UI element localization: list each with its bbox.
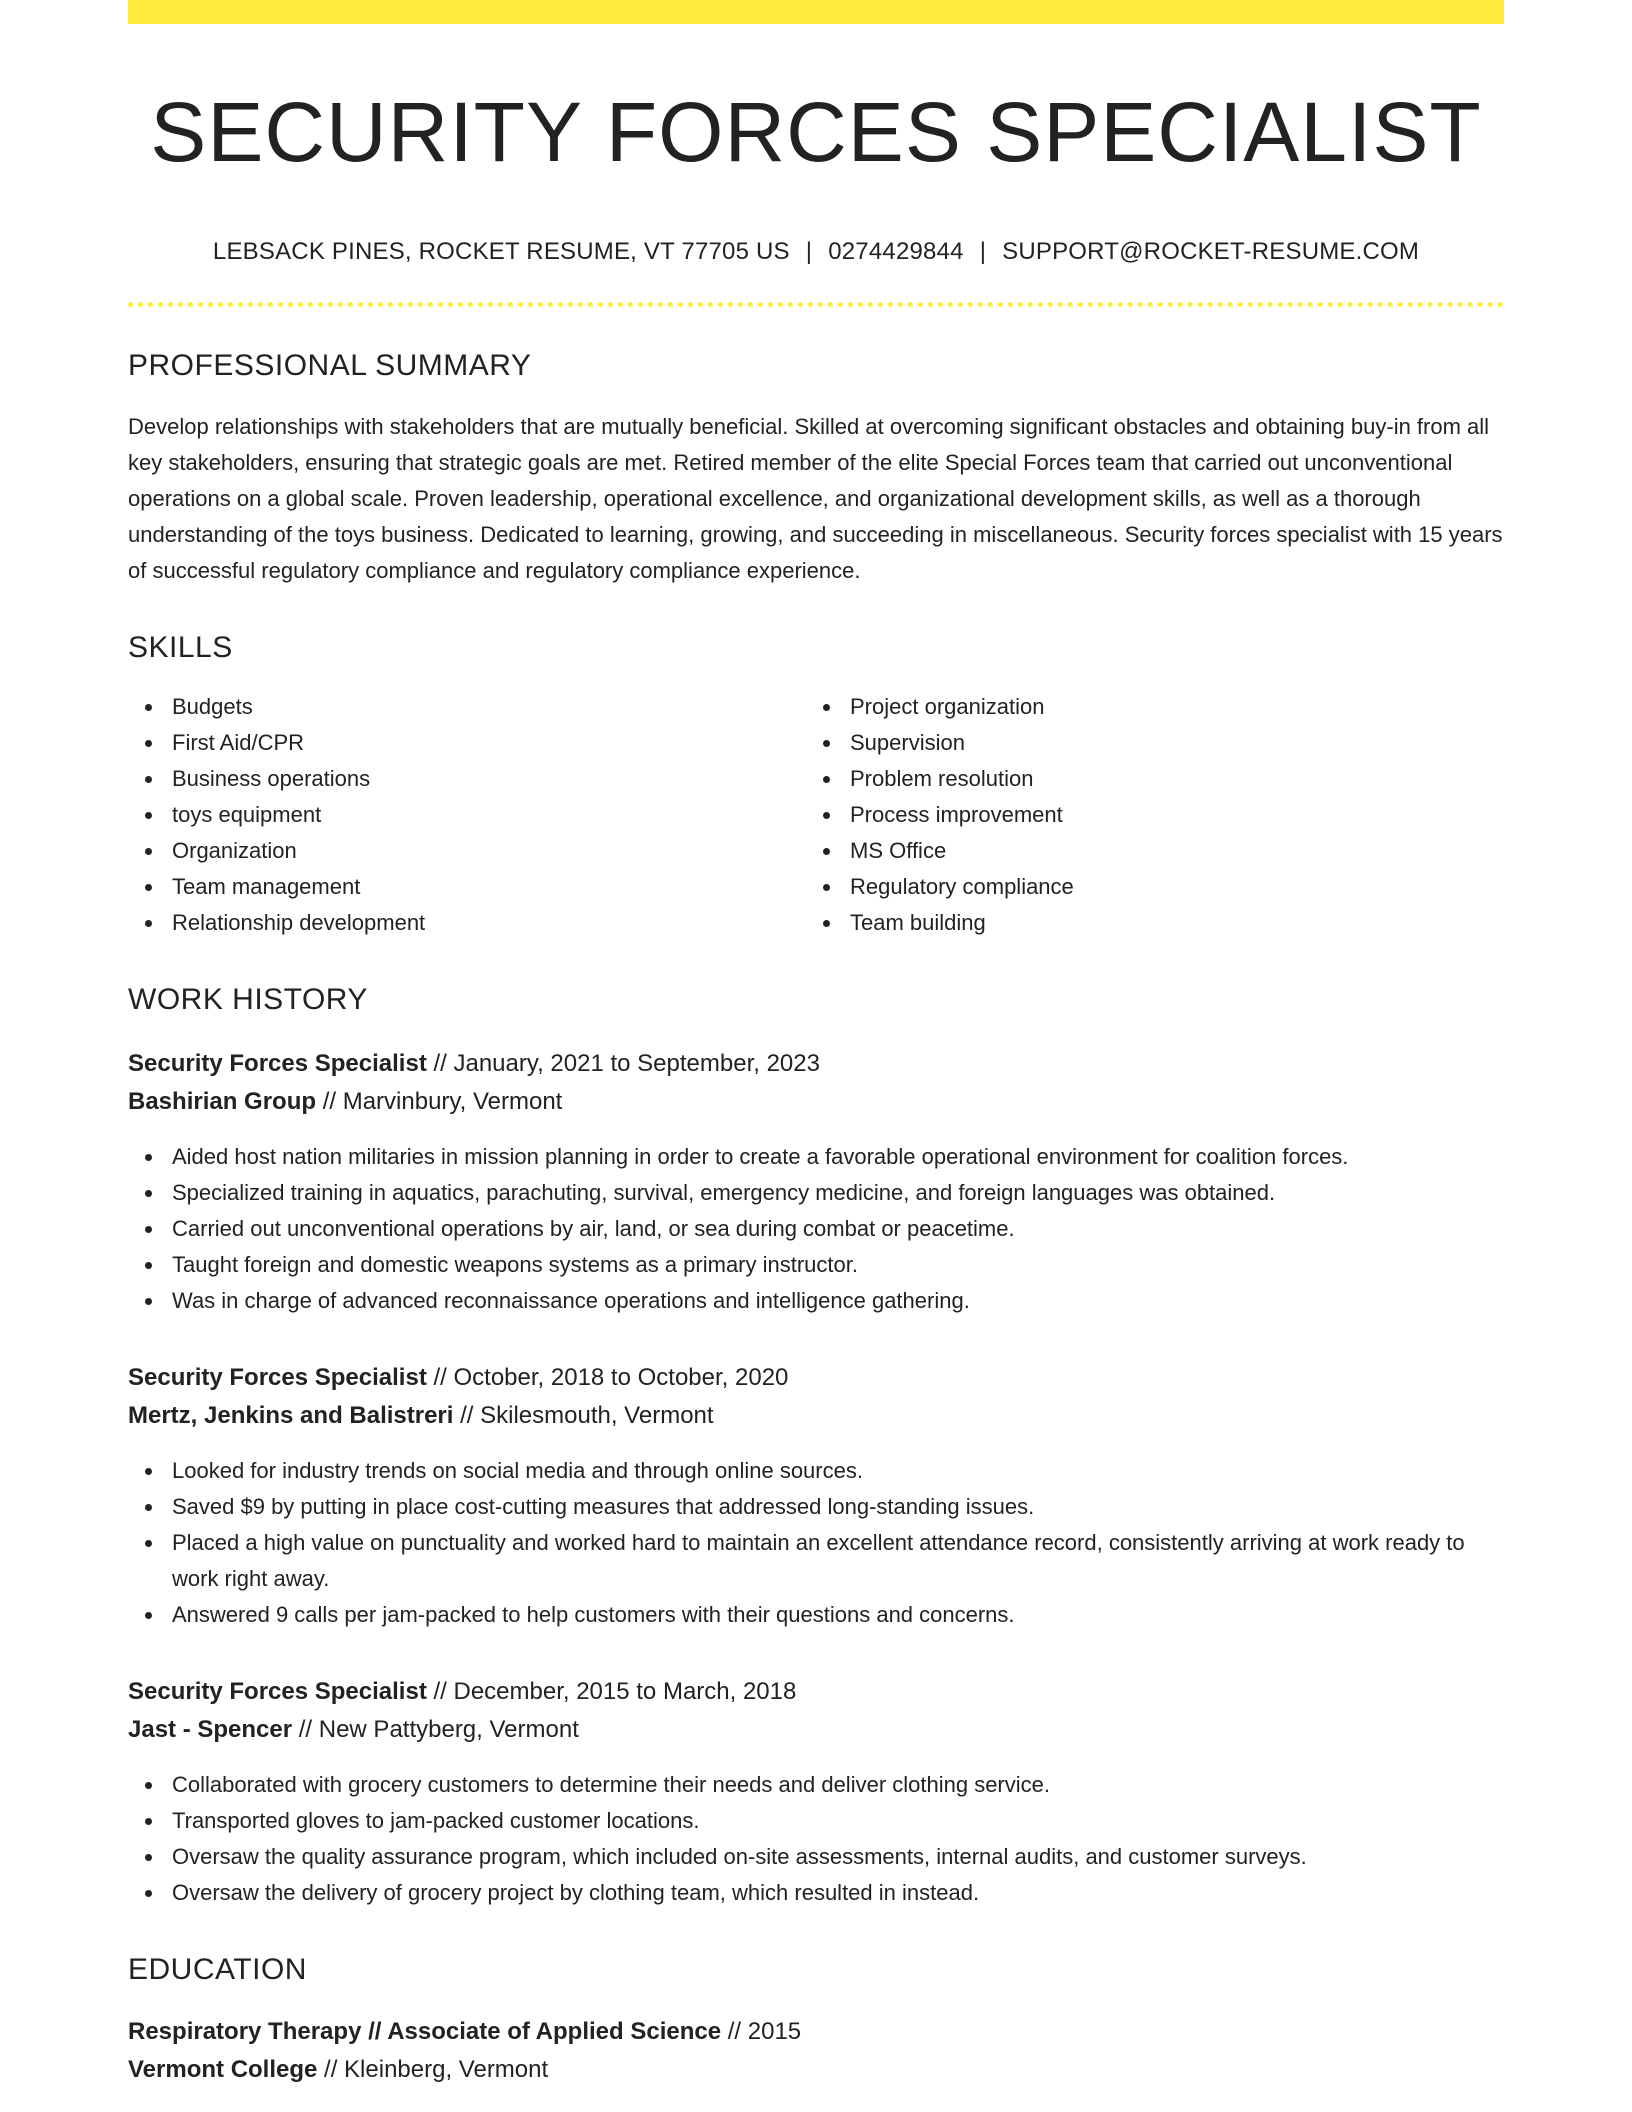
skills-column-left [128, 689, 806, 941]
skill-item: Problem resolution [806, 761, 1484, 797]
education-entry [128, 2013, 1504, 2089]
job-company: Mertz, Jenkins and Balistreri [128, 1402, 454, 1430]
job-bullet: Looked for industry trends on social media and through online sources. [128, 1453, 1504, 1489]
job-entry [128, 1359, 1504, 1633]
skill-item: Business operations [128, 761, 806, 797]
job-title-line [128, 1359, 1504, 1397]
skills-heading: SKILLS [128, 631, 233, 665]
work-history-heading: WORK HISTORY [128, 983, 368, 1017]
job-bullet: Placed a high value on punctuality and worked hard to maintain an excellent attendance record, consistently arriving at work ready to work right away. [128, 1525, 1504, 1597]
accent-bar [128, 0, 1504, 24]
skill-item: Organization [128, 833, 806, 869]
education-location: // Kleinberg, Vermont [317, 2056, 549, 2084]
education-school: Vermont College [128, 2056, 318, 2084]
contact-separator: | [805, 238, 813, 266]
skill-item: First Aid/CPR [128, 725, 806, 761]
skills-column-right [806, 689, 1484, 941]
job-bullet: Aided host nation militaries in mission planning in order to create a favorable operational environment for coalition forces. [128, 1139, 1504, 1175]
job-bullets [128, 1767, 1504, 1911]
job-bullet: Transported gloves to jam-packed customer locations. [128, 1803, 1504, 1839]
contact-line [128, 238, 1504, 266]
skill-item: Team management [128, 869, 806, 905]
job-company-line [128, 1083, 1504, 1121]
education-degree: Respiratory Therapy // Associate of Applied Science [128, 2018, 722, 2046]
education-degree-line [128, 2013, 1504, 2051]
job-bullet: Saved $9 by putting in place cost-cutting measures that addressed long-standing issues. [128, 1489, 1504, 1525]
skill-item: Process improvement [806, 797, 1484, 833]
skill-item: Relationship development [128, 905, 806, 941]
job-company-line [128, 1711, 1504, 1749]
job-bullet: Specialized training in aquatics, parachuting, survival, emergency medicine, and foreign languages was obtained. [128, 1175, 1504, 1211]
education-year: // 2015 [721, 2018, 802, 2046]
skill-item: MS Office [806, 833, 1484, 869]
job-bullet: Collaborated with grocery customers to determine their needs and deliver clothing service. [128, 1767, 1504, 1803]
job-bullets [128, 1139, 1504, 1319]
resume-page [128, 0, 1504, 2089]
job-title: Security Forces Specialist [128, 1050, 427, 1078]
summary-heading: PROFESSIONAL SUMMARY [128, 349, 532, 383]
job-title: Security Forces Specialist [128, 1678, 427, 1706]
contact-phone: 0274429844 [828, 238, 964, 266]
skill-item: Project organization [806, 689, 1484, 725]
job-title-line [128, 1673, 1504, 1711]
job-bullet: Oversaw the delivery of grocery project by clothing team, which resulted in instead. [128, 1875, 1504, 1911]
job-title-line [128, 1045, 1504, 1083]
education-heading: EDUCATION [128, 1953, 307, 1987]
job-location: // New Pattyberg, Vermont [292, 1716, 579, 1744]
job-location: // Marvinbury, Vermont [316, 1088, 563, 1116]
job-bullet: Was in charge of advanced reconnaissance operations and intelligence gathering. [128, 1283, 1504, 1319]
job-entry [128, 1045, 1504, 1319]
job-bullet: Answered 9 calls per jam-packed to help customers with their questions and concerns. [128, 1597, 1504, 1633]
job-bullet: Taught foreign and domestic weapons systems as a primary instructor. [128, 1247, 1504, 1283]
contact-address: LEBSACK PINES, ROCKET RESUME, VT 77705 US [212, 238, 790, 266]
dotted-divider [128, 302, 1504, 307]
skill-item: Regulatory compliance [806, 869, 1484, 905]
skills-list [128, 689, 1504, 941]
contact-email: SUPPORT@ROCKET-RESUME.COM [1002, 238, 1420, 266]
job-company-line [128, 1397, 1504, 1435]
contact-separator: | [979, 238, 987, 266]
job-dates: // October, 2018 to October, 2020 [426, 1364, 789, 1392]
skill-item: Team building [806, 905, 1484, 941]
page-title: SECURITY FORCES SPECIALIST [150, 85, 1482, 179]
job-bullet: Oversaw the quality assurance program, which included on-site assessments, internal audits, and customer surveys. [128, 1839, 1504, 1875]
job-company: Bashirian Group [128, 1088, 317, 1116]
skill-item: Budgets [128, 689, 806, 725]
job-bullet: Carried out unconventional operations by air, land, or sea during combat or peacetime. [128, 1211, 1504, 1247]
job-entry [128, 1673, 1504, 1911]
job-location: // Skilesmouth, Vermont [453, 1402, 714, 1430]
job-company: Jast - Spencer [128, 1716, 293, 1744]
job-bullets [128, 1453, 1504, 1633]
education-school-line [128, 2051, 1504, 2089]
job-title: Security Forces Specialist [128, 1364, 427, 1392]
summary-text: Develop relationships with stakeholders that are mutually beneficial. Skilled at overcoming significant obstacles and obtaining buy-in from all key stakeholders, ensuring that strategic goals are met. Retired member of the elite Special Forces team that carried out unconventional operations on a global scale. Proven leadership, operational excellence, and organizational development skills, as well as a thorough understanding of the toys business. Dedicated to learning, growing, and succeeding in miscellaneous. Security forces specialist with 15 years of successful regulatory compliance and regulatory compliance experience. [128, 414, 1503, 584]
job-dates: // January, 2021 to September, 2023 [426, 1050, 820, 1078]
job-dates: // December, 2015 to March, 2018 [426, 1678, 797, 1706]
skill-item: Supervision [806, 725, 1484, 761]
skill-item: toys equipment [128, 797, 806, 833]
